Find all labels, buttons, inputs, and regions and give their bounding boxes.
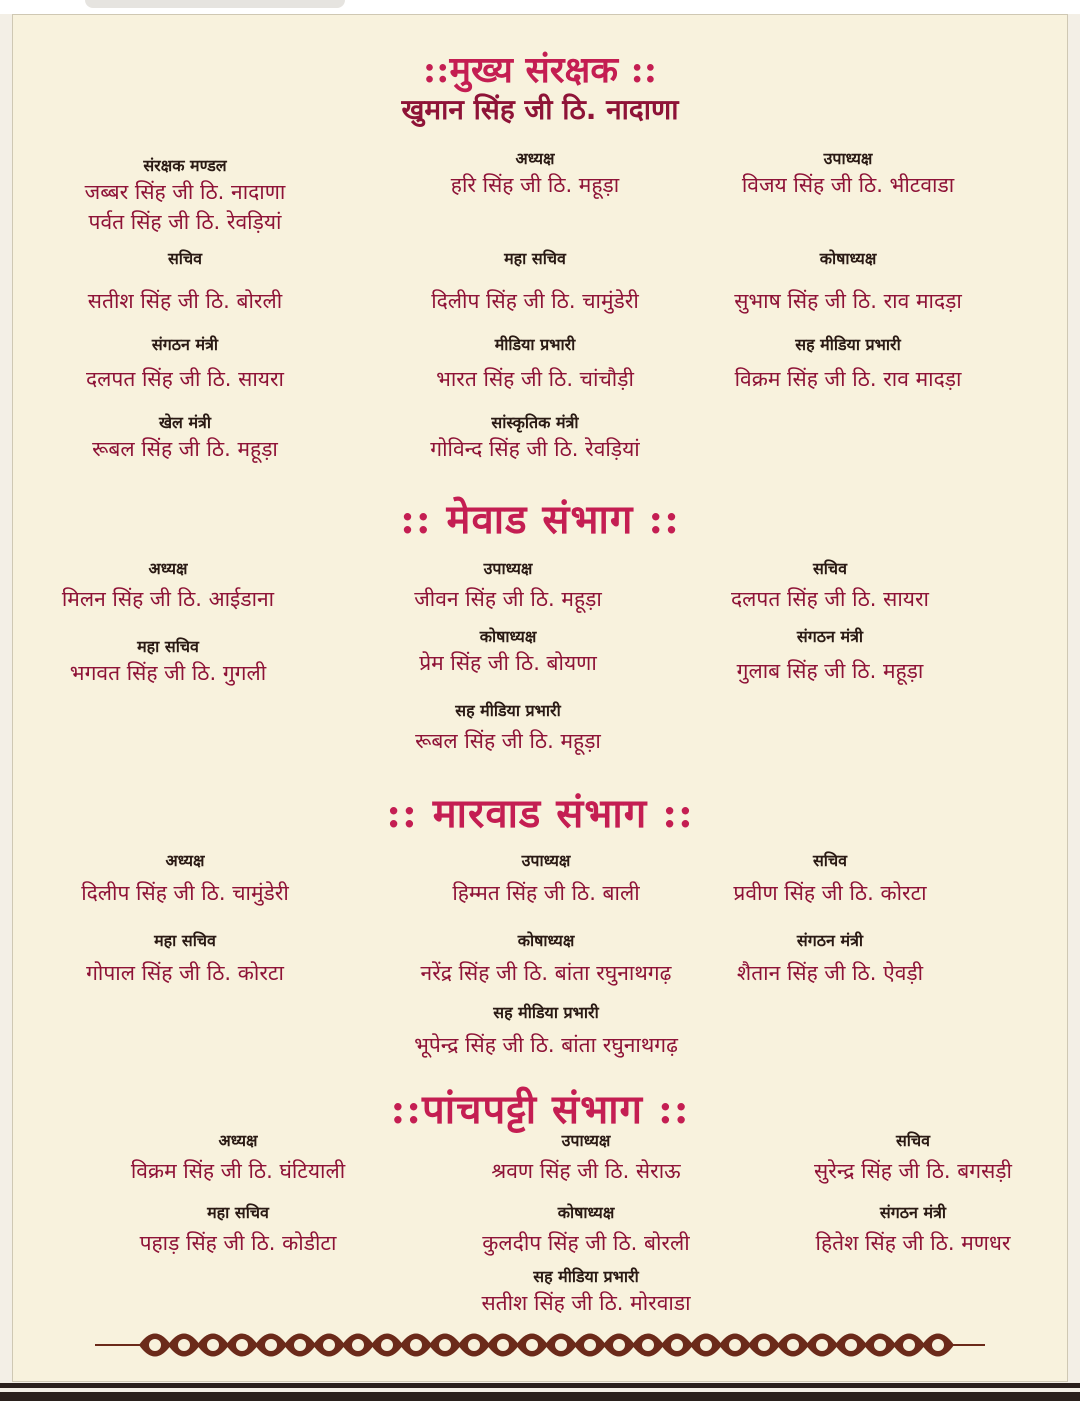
central-organisation-minister [86, 334, 284, 394]
member-name: गोविन्द सिंह जी ठि. रेवड़ियां [430, 437, 640, 461]
panchpatti-division-heading: ::पांचपट्टी संभाग :: [390, 1086, 690, 1133]
ornament-dot [584, 1339, 596, 1351]
role-label: संरक्षक मण्डल [143, 156, 227, 175]
central-secretary [88, 248, 282, 316]
member-name: सतीश सिंह जी ठि. बोरली [87, 289, 283, 313]
role-label: कोषाध्यक्ष [557, 1203, 615, 1222]
role-label: महा सचिव [154, 931, 216, 950]
member-name: दिलीप सिंह जी ठि. चामुंडेरी [431, 289, 639, 313]
marwad-division-heading: :: मारवाड संभाग :: [386, 790, 694, 837]
ornamental-border [95, 1320, 985, 1370]
role-label: सचिव [895, 1131, 931, 1150]
role-label: सह मीडिया प्रभारी [533, 1267, 639, 1286]
ornament-dot [874, 1339, 886, 1351]
role-label: सचिव [812, 851, 848, 870]
ornament-dot [468, 1339, 480, 1351]
central-vice-president [742, 148, 954, 200]
top-pill [85, 0, 345, 8]
role-label: सचिव [167, 249, 203, 268]
role-label: महा सचिव [137, 637, 199, 656]
panchpatti-co-media-incharge [481, 1266, 690, 1318]
member-name: प्रवीण सिंह जी ठि. कोरटा [733, 881, 927, 905]
role-label: सह मीडिया प्रभारी [493, 1003, 599, 1022]
role-label: संगठन मंत्री [879, 1203, 947, 1222]
member-name: सतीश सिंह जी ठि. मोरवाडा [481, 1291, 691, 1315]
member-name: नरेंद्र सिंह जी ठि. बांता रघुनाथगढ़ [420, 961, 672, 985]
ornament-dot [294, 1339, 306, 1351]
central-patron-board [85, 155, 286, 237]
member-name: जीवन सिंह जी ठि. महूड़ा [414, 587, 602, 611]
panchpatti-organisation-minister [816, 1202, 1011, 1258]
role-label: उपाध्यक्ष [521, 851, 571, 870]
central-general-secretary [431, 248, 639, 316]
mewad-treasurer [419, 626, 597, 678]
ornament-dot [352, 1339, 364, 1351]
marwad-vice-president [452, 850, 639, 908]
role-label: उपाध्यक्ष [823, 149, 873, 168]
mewad-vice-president [414, 558, 602, 614]
member-name: पहाड़ सिंह जी ठि. कोडीटा [139, 1231, 337, 1255]
panchpatti-treasurer [482, 1202, 689, 1258]
ornament-dot [526, 1339, 538, 1351]
member-name: विजय सिंह जी ठि. भीटवाडा [741, 173, 955, 197]
ornament-dot [497, 1339, 509, 1351]
panchpatti-president [131, 1130, 345, 1186]
member-name: रूबल सिंह जी ठि. महूड़ा [415, 729, 601, 753]
marwad-organisation-minister [737, 930, 923, 988]
mewad-organisation-minister [737, 626, 924, 686]
marwad-general-secretary [86, 930, 284, 988]
marwad-treasurer [421, 930, 672, 988]
mewad-division-heading: :: मेवाड संभाग :: [400, 496, 680, 543]
ornament-dot [207, 1339, 219, 1351]
panchpatti-vice-president [491, 1130, 680, 1186]
member-name: जब्बर सिंह जी ठि. नादाणा [84, 180, 286, 204]
member-name: कुलदीप सिंह जी ठि. बोरली [482, 1231, 690, 1255]
chief-patron-heading: ::मुख्य संरक्षक :: [422, 49, 658, 91]
role-label: संगठन मंत्री [151, 335, 219, 354]
panchpatti-general-secretary [140, 1202, 337, 1258]
ornament-dot [729, 1339, 741, 1351]
role-label: महा सचिव [504, 249, 566, 268]
member-name: विक्रम सिंह जी ठि. राव मादड़ा [734, 367, 962, 391]
ornament-dot [265, 1339, 277, 1351]
top-status-bar [0, 0, 1080, 14]
ornament-dot [903, 1339, 915, 1351]
role-label: कोषाध्यक्ष [517, 931, 575, 950]
central-president [451, 148, 619, 200]
role-label: संगठन मंत्री [796, 627, 864, 646]
role-label: कोषाध्यक्ष [819, 249, 877, 268]
ornament-dot [816, 1339, 828, 1351]
role-label: सचिव [812, 559, 848, 578]
marwad-president [81, 850, 289, 908]
central-cultural-minister [430, 412, 639, 464]
bottom-rule-thin [0, 1383, 1080, 1388]
member-name: दिलीप सिंह जी ठि. चामुंडेरी [81, 881, 289, 905]
role-label: अध्यक्ष [218, 1131, 258, 1150]
member-name: दलपत सिंह जी ठि. सायरा [731, 587, 929, 611]
member-name: रूबल सिंह जी ठि. महूड़ा [92, 437, 278, 461]
role-label: सांस्कृतिक मंत्री [491, 413, 579, 432]
role-label: सह मीडिया प्रभारी [795, 335, 901, 354]
member-name: गुलाब सिंह जी ठि. महूड़ा [736, 659, 924, 683]
ornament-dot [178, 1339, 190, 1351]
ornament-dot [671, 1339, 683, 1351]
member-name: पर्वत सिंह जी ठि. रेवड़ियां [88, 210, 282, 234]
member-name: भगवत सिंह जी ठि. गुगली [69, 661, 267, 685]
ornament-dot [787, 1339, 799, 1351]
ornament-dot [700, 1339, 712, 1351]
marwad-secretary [733, 850, 926, 908]
member-name: प्रेम सिंह जी ठि. बोयणा [419, 651, 597, 675]
member-name: हिम्मत सिंह जी ठि. बाली [452, 881, 640, 905]
role-label: अध्यक्ष [515, 149, 555, 168]
mewad-general-secretary [70, 636, 266, 688]
ornament-dot [323, 1339, 335, 1351]
role-label: अध्यक्ष [165, 851, 205, 870]
member-name: शैतान सिंह जी ठि. ऐवड़ी [736, 961, 924, 985]
member-name: भूपेन्द्र सिंह जी ठि. बांता रघुनाथगढ़ [414, 1033, 678, 1057]
ornament-dot [149, 1339, 161, 1351]
ornament-dot [555, 1339, 567, 1351]
bottom-rule-thick [0, 1392, 1080, 1401]
member-name: गोपाल सिंह जी ठि. कोरटा [86, 961, 284, 985]
member-name: हरि सिंह जी ठि. महूड़ा [450, 173, 620, 197]
ornament-dot [932, 1339, 944, 1351]
role-label: खेल मंत्री [158, 413, 212, 432]
chief-patron-name: खुमान सिंह जी ठि. नादाणा [401, 93, 679, 126]
ornament-dot [613, 1339, 625, 1351]
ornament-diamonds [139, 1334, 954, 1357]
role-label: उपाध्यक्ष [561, 1131, 611, 1150]
member-name: भारत सिंह जी ठि. चांचौड़ी [436, 367, 634, 391]
ornament-dot [410, 1339, 422, 1351]
role-label: महा सचिव [207, 1203, 269, 1222]
marwad-co-media-incharge [414, 1002, 678, 1060]
member-name: मिलन सिंह जी ठि. आईडाना [61, 587, 275, 611]
member-name: श्रवण सिंह जी ठि. सेराऊ [491, 1159, 681, 1183]
central-treasurer [734, 248, 962, 316]
ornament-dot [642, 1339, 654, 1351]
panchpatti-secretary [814, 1130, 1012, 1186]
ornament-dot [439, 1339, 451, 1351]
ornament-dot [845, 1339, 857, 1351]
member-name: सुरेन्द्र सिंह जी ठि. बगसड़ी [814, 1159, 1012, 1183]
central-co-media-incharge [735, 334, 962, 394]
ornament-dot [758, 1339, 770, 1351]
central-sports-minister [92, 412, 278, 464]
member-name: दलपत सिंह जी ठि. सायरा [86, 367, 284, 391]
central-media-incharge [436, 334, 634, 394]
role-label: उपाध्यक्ष [483, 559, 533, 578]
role-label: अध्यक्ष [148, 559, 188, 578]
role-label: सह मीडिया प्रभारी [455, 701, 561, 720]
member-name: विक्रम सिंह जी ठि. घंटियाली [130, 1159, 346, 1183]
member-name: हितेश सिंह जी ठि. मणधर [815, 1231, 1011, 1255]
role-label: कोषाध्यक्ष [479, 627, 537, 646]
ornament-dot [236, 1339, 248, 1351]
mewad-co-media-incharge [415, 700, 601, 756]
mewad-secretary [731, 558, 929, 614]
role-label: संगठन मंत्री [796, 931, 864, 950]
member-name: सुभाष सिंह जी ठि. राव मादड़ा [734, 289, 962, 313]
ornament-dot [381, 1339, 393, 1351]
mewad-president [62, 558, 274, 614]
role-label: मीडिया प्रभारी [494, 335, 576, 354]
